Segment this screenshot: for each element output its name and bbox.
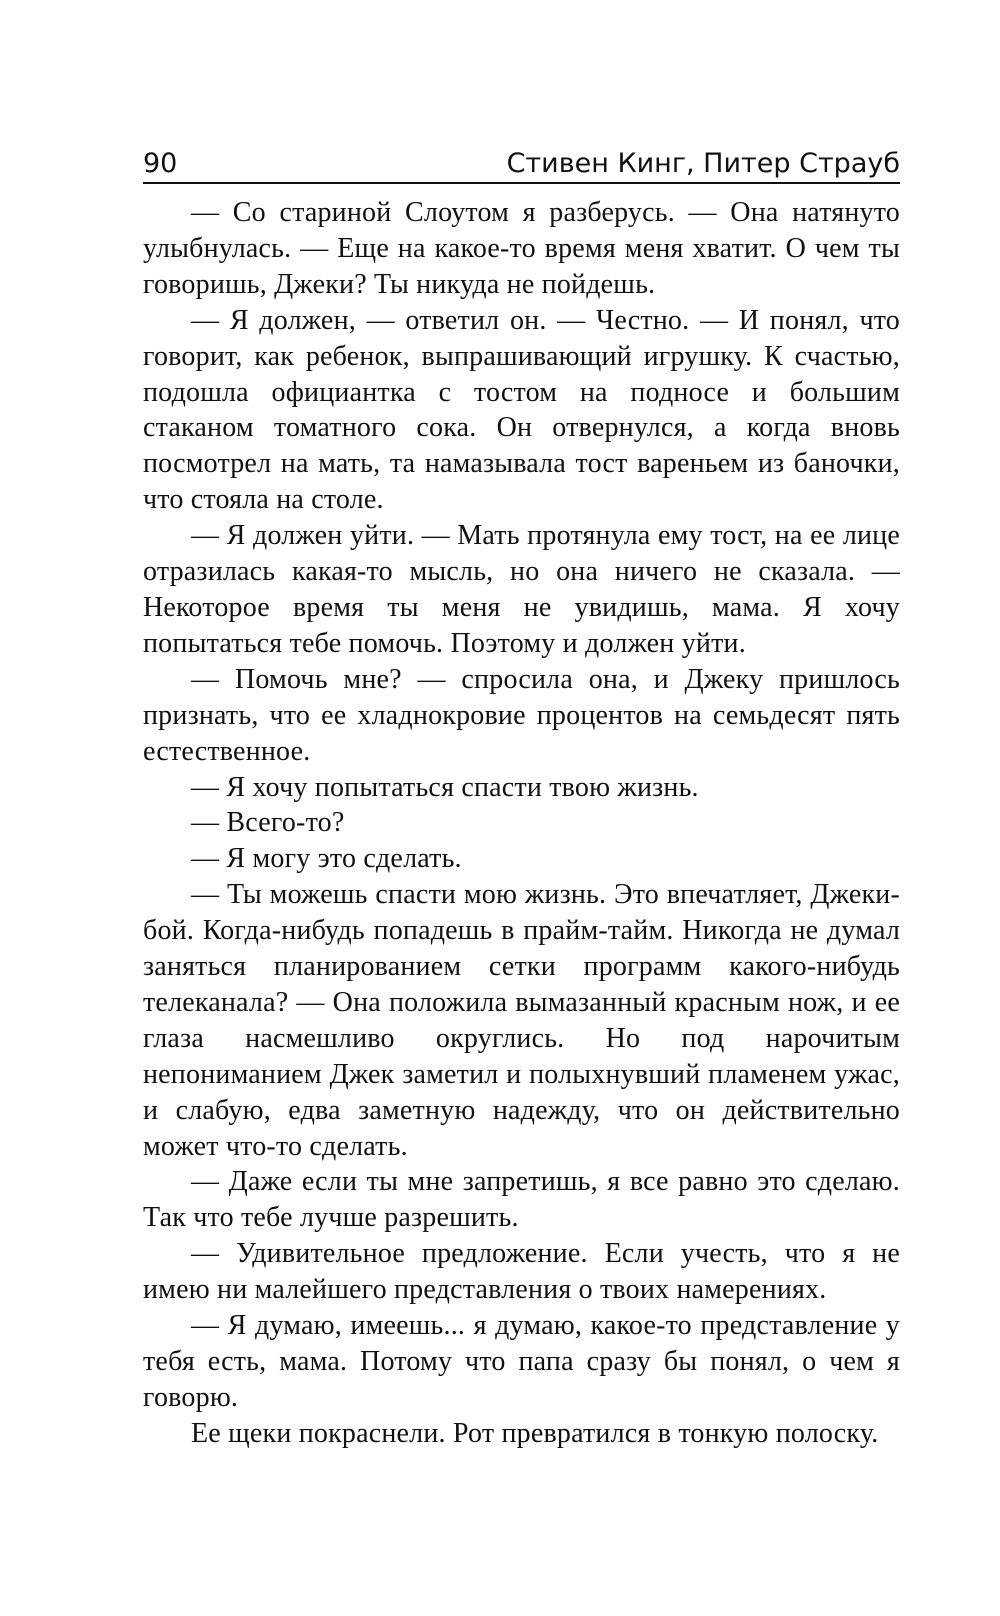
page-body bbox=[143, 195, 900, 1452]
paragraph: — Даже если ты мне запретишь, я все равно это сделаю. Так что тебе лучше разрешить. bbox=[143, 1166, 900, 1234]
paragraph: — Ты можешь спасти мою жизнь. Это впечатляет, Джеки-бой. Когда-нибудь попадешь в прайм-тайм. Никогда не думал заняться планированием сетки программ какого-нибудь телеканала? — Она положила вымазанный красным нож, и ее глаза насмешливо округлись. Но под нарочитым непониманием Джек заметил и полыхнувший пламенем ужас, и слабую, едва заметную надежду, что он действительно может что-то сделать. bbox=[143, 879, 900, 1162]
paragraph: — Я могу это сделать. bbox=[191, 843, 462, 875]
paragraph: — Я должен, — ответил он. — Честно. — И понял, что говорит, как ребенок, выпрашивающий игрушку. К счастью, подошла официантка с тостом на подносе и большим стаканом томатного сока. Он отвернулся, а когда вновь посмотрел на мать, та намазывала тост вареньем из баночки, что стояла на столе. bbox=[143, 304, 900, 516]
paragraph: Ее щеки покраснели. Рот превратился в тонкую полоску. bbox=[191, 1417, 879, 1449]
running-title: Стивен Кинг, Питер Страуб bbox=[506, 148, 900, 179]
page-number: 90 bbox=[143, 148, 178, 179]
paragraph: — Всего-то? bbox=[191, 807, 345, 839]
paragraph: — Я хочу попытаться спасти твою жизнь. bbox=[191, 771, 699, 803]
paragraph: — Удивительное предложение. Если учесть, что я не имею ни малейшего представления о твоих намерениях. bbox=[143, 1238, 900, 1306]
paragraph: — Я должен уйти. — Мать протянула ему тост, на ее лице отразилась какая-то мысль, но она ничего не сказала. — Некоторое время ты меня не увидишь, мама. Я хочу попытаться тебе помочь. Поэтому и должен уйти. bbox=[143, 520, 900, 659]
paragraph: — Помочь мне? — спросила она, и Джеку пришлось признать, что ее хладнокровие процентов на семьдесят пять естественное. bbox=[143, 663, 900, 767]
paragraph: — Я думаю, имеешь... я думаю, какое-то представление у тебя есть, мама. Потому что папа сразу бы понял, о чем я говорю. bbox=[143, 1310, 900, 1413]
page-header bbox=[143, 146, 900, 184]
paragraph: — Со стариной Слоутом я разберусь. — Она натянуто улыбнулась. — Еще на какое-то время меня хватит. О чем ты говоришь, Джеки? Ты никуда не пойдешь. bbox=[143, 197, 900, 300]
